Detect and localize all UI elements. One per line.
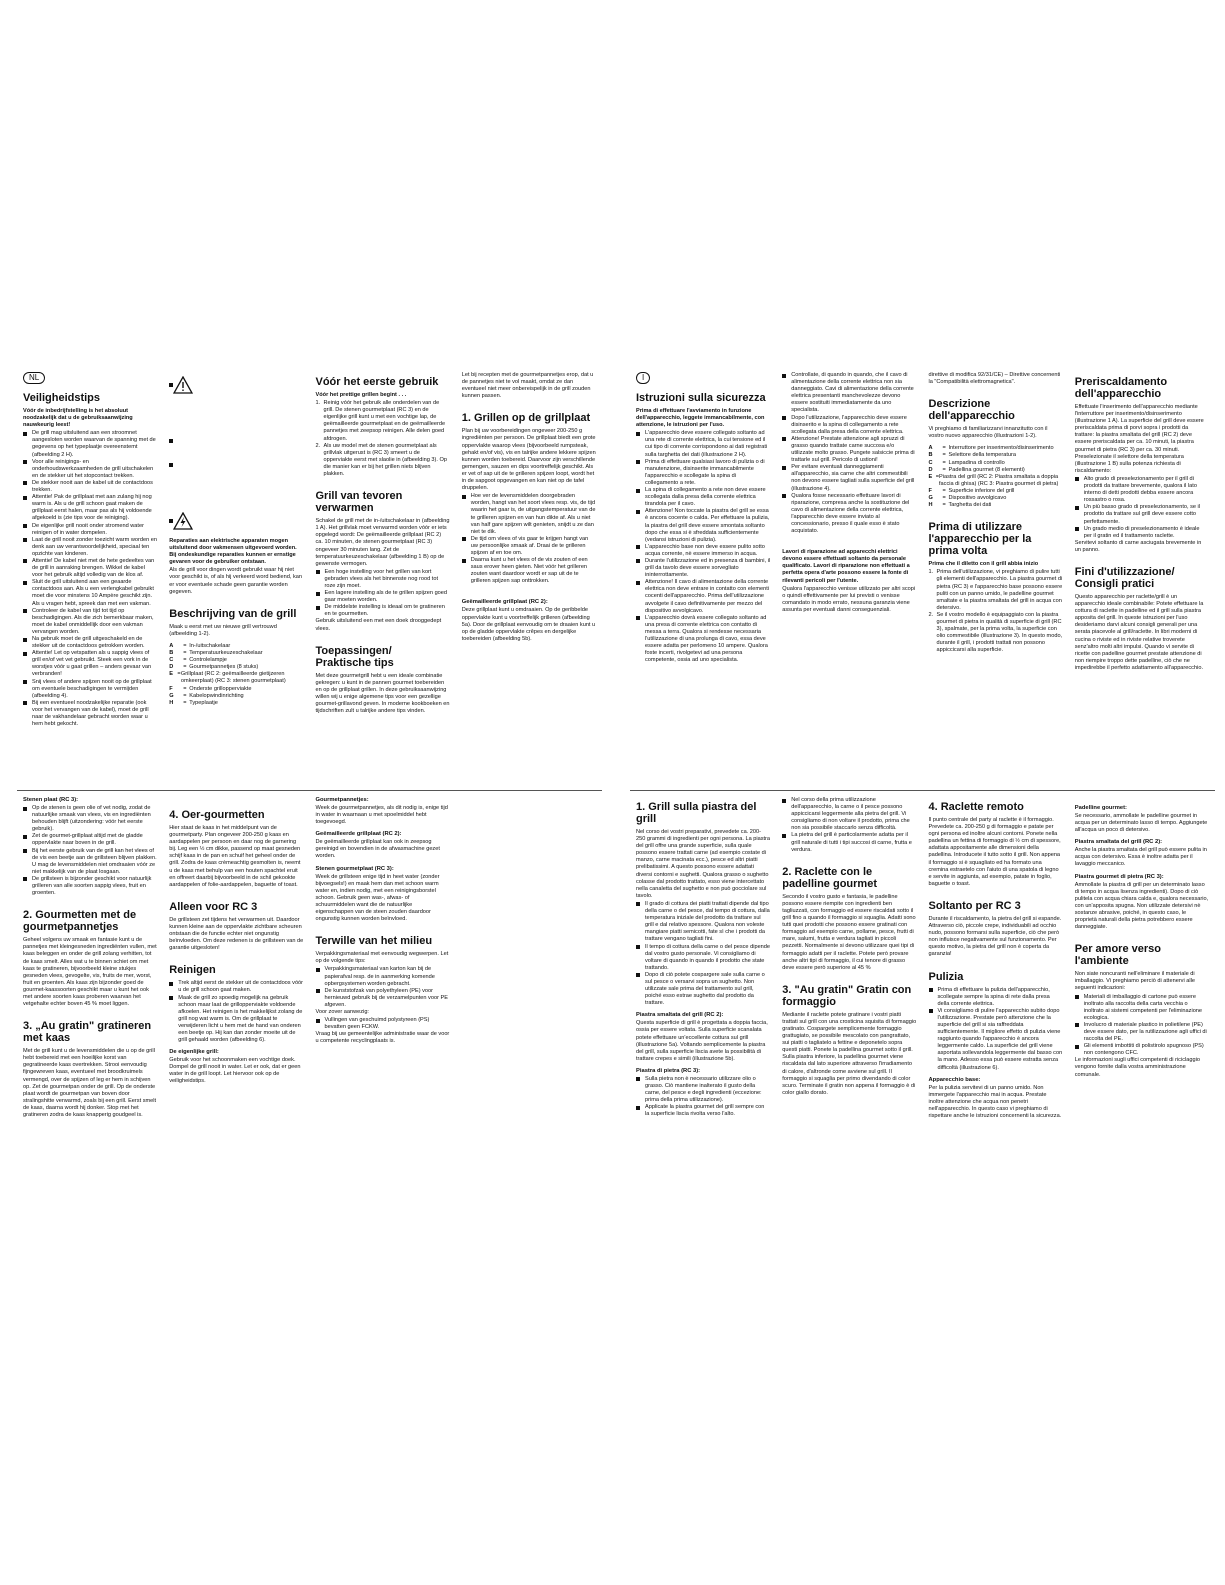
list-item: Maak de grill zo spoedig mogelijk na gebruik schoon maar laat de grillopperviakte voldoende afkoelen. Het reinigen is het makkelijkst zolang de grill nog wat warm is. Om de grillplaat te verwijderen licht u hem met de hand van onderen een beetje op. Hij kan dan zonder moeite uit de grill gehaald worden (afbeelding 6). xyxy=(169,995,303,1045)
list-item: 1. Prima dell'utilizzazione, vi preghiamo di pulire tutti gli elementi dell'apparecchio. La piastra gourmet di pietra (RC 3) e l'apparecchio base possono essere puliti con un panno umido, le padelline gourmet smaltate e la piastra smaltata del grill in acqua con detersivo. xyxy=(928,569,1063,611)
legend-row: C = Lampadina di controllo xyxy=(928,459,1005,466)
section-title: Istruzioni sulla sicurezza xyxy=(636,392,766,404)
safety-list xyxy=(23,430,157,728)
section-title: 3. „Au gratin" gratineren met kaas xyxy=(23,1020,152,1045)
stone-plate-list-cont xyxy=(782,797,916,854)
section-title: Pulizia xyxy=(928,970,964,983)
language-badge: NL xyxy=(23,372,45,384)
legend-row: E = Piastra del grill (RC 2: Piastra smaltata a doppia faccia di ghisa) (RC 3: Piastra gourmet di pietra) xyxy=(928,473,1059,487)
list-item: Na gebruik moet de grill uitgeschakeld en de stekker uit de contactdoos getrokken worden. xyxy=(23,636,157,650)
repair-lead: Lavori di riparazione ad apparecchi elettrici devono essere effettuati soltanto da personale qualificato. Lavori di riparazione non effettuati a perfetta opera d'arte possono essere la fonte di rilevanti pericoli per l'utente. xyxy=(782,549,910,584)
list-item: Verpakkingsmateriaal van karton kan bij de papierafval resp. de in aanmerking komende opbergsystemen worden gebracht. xyxy=(316,966,450,987)
env-text: Non siate noncuranti nell'eliminare il materiale di imballaggio. Vi preghiamo perciò di attenervi alle seguenti indicazioni: xyxy=(1074,971,1195,992)
list-item: L'apparecchio base non deve essere pulito sotto acqua corrente, nè essere immerso in acqua. xyxy=(636,544,770,558)
first-use-lead: Vóór het prettige grillen begint . . . xyxy=(315,392,407,398)
section-title: 1. Grillen op de grillplaat xyxy=(461,412,591,425)
nl-col-2 xyxy=(163,372,309,787)
list-item: Controllate, di quando in quando, che il cavo di alimentazione della corrente elettrica non sia danneggiato. Cavi di alimentazione della corrente elettrica presentanti manchevolezze devono essere sostituiti immediatamente da uno specialista. xyxy=(782,372,916,415)
dutch-top-band xyxy=(17,372,602,787)
legend-row: E = Grillplaat (RC 2: geëmailleerde gietijzeren omkeerplaat) (RC 3: stenen gourmetplaat) xyxy=(169,671,286,685)
pans-text: Se necessario, ammollate le padelline gourmet in acqua per un determinato lasso di tempo. Aggiungete all'acqua un poco di detersivo. xyxy=(1074,813,1208,834)
preheat-list xyxy=(1075,476,1209,540)
bullet-row xyxy=(169,454,303,476)
list-item: Attentie! Let op vetspatten als u sappig vlees of grill en/of vet vet gebruikt. Steek een vork in de worstjes vóór u gaat grillen – anders gevaar van verbranden! xyxy=(23,650,157,678)
section-title: Descrizione dell'apparecchio xyxy=(928,398,1015,423)
legend-row: F = Onderste grillopperviakte xyxy=(169,685,252,692)
subheading: Stenen plaat (RC 3): xyxy=(23,797,79,803)
parts-legend xyxy=(929,445,1063,509)
list-item: Attenzione! Non toccate la piastra del grill se essa è ancora cocente o calda. Per effettuare la pulizia, la piastra del grill deve essere smontata soltanto dopo che essa si è sfreddata sufficientemente (vedansi istruzioni di pulizia). xyxy=(636,508,770,543)
nl-col-4 xyxy=(456,372,602,787)
safety-list-cont xyxy=(782,372,916,535)
list-item: Controleer de kabel van tijd tot tijd op beschadigingen. Als die zich bemerkbaar maken, moet de kabel onmiddellijk door een vakman vervangen worden. xyxy=(23,608,157,636)
subheading: Piastra smaltata del grill (RC 2): xyxy=(1074,839,1163,846)
list-item: Prima di effettuare la pulizia dell'apparecchio, scollegate sempre la spina di rete dalla presa della corrente elettrica. xyxy=(929,987,1063,1008)
subheading: Stenen gourmetplaat (RC 3): xyxy=(315,865,394,872)
directive-text: direttive di modifica 92/31/CE) – Direttive concernenti la "Compatibilità elettromagnetica". xyxy=(928,372,1061,386)
list-item: Applicate la piastra gourmet del grill sempre con la superficie liscia rivolta verso l'alto. xyxy=(636,1104,770,1118)
email-plate-text: Questa superficie di grill è progettata a doppia faccia, ossia per essere voltata. Sulla superficie scanalata potete effettuare un'eccellente cottura sul grill (illustrazione 5a). Voltando semplicemente la piastra del grill, sulla superficie liscia avete la possibilità di trattare crepes e simili (illustrazione 5b). xyxy=(636,1020,768,1062)
list-item: Il tempo di cottura della carne o del pesce dipende dal vostro gusto personale. Vi consigliamo di voltare di quando in quando il prodotto che state trattando. xyxy=(636,944,770,972)
section-title: Reinigen xyxy=(169,964,216,977)
list-item: Vi consigliamo di pulire l'apparecchio subito dopo l'utilizzazione. Prestate però attenzione che la superficie del grill si sia raffreddata sufficientemente. Il migliore effetto di pulizia viene raggiunto quando l'apparecchio è ancora leggermente caldo. La superficie del grill viene asportata sollevandola leggermente dal basso con la mano. Adesso essa può essere estratta senza difficoltà (illustrazione 6). xyxy=(929,1008,1063,1072)
list-item: De eigenlijke grill nooit onder stromend water reinigen of in water dompelen. xyxy=(23,523,157,537)
list-item: Qualora fosse necessario effettuare lavori di riparazione, compresa anche la sostituzione del cavo di alimentazione della corrente elettrica, l'apparecchio deve essere inviato al concessionario, presso il quale esso è stato acquistato. xyxy=(782,493,916,536)
dutch-bottom-band xyxy=(17,790,602,1231)
bullet-icon xyxy=(169,439,173,443)
legend-row: B = Selettore della temperatura xyxy=(928,452,1016,459)
list-item: 1. Reinig vóór het gebruik alle onderdelen van de grill. De stenen gourmetplaat (RC 3) en de eigenlijke grill kunt u met een vochtige lap, de geëmailleerde gourmetplaat en de geëmailleerde pannetjes met zeepsop reinigen. Alle delen goed afdrogen. xyxy=(315,400,446,442)
italian-top-band xyxy=(630,372,1215,787)
legend-row: G = Dispositivo avvolgicavo xyxy=(928,495,1007,502)
list-item: La spina di collegamento a rete non deve essere scollegata dalla presa della corrente elettrica tirandola per il cavo. xyxy=(636,487,770,508)
legend-row: B = Temperatuurkeuzeschakelaar xyxy=(169,650,263,657)
legend-row: D = Gourmetpannetjes (8 stuks) xyxy=(169,664,259,671)
desc-text: Maak u eerst met uw nieuwe grill vertrouwd (afbeelding 1-2). xyxy=(169,623,277,637)
preheat-text: Schakel de grill met de in-/uitschakelaar in (afbeelding 1 A). Het grillvlak moet verwarmd worden vóór er iets opgelegd wordt: De geëmailleerde grillplaat (RC 2) ca. 10 minuten, de stenen gourmetplaat (RC 3) ongeveer 30 minuten lang. Zet de temperatuurkeuzeschakelaar (afbeelding 1 B) op de gewenste vermogen. xyxy=(315,518,450,567)
it-col-5 xyxy=(630,791,776,1231)
rc3-text: Durante il riscaldamento, la pietra del grill si espande. Attraverso ciò, piccole crepe, individuabili ad occhio nudo, possono formarsi sulla superficie, ciò che però non influisce negativamente sul funzionamento. Per questo motivo, la pietra del grill non è coperta da garanzia! xyxy=(928,915,1062,958)
list-item: Daarna kunt u het vlees of de vis zouten of een saus erover heen gieten. Niet vóór het grilleren zouten want daardoor wordt er sap uit de te grilleren spijzen sap onttrokken. xyxy=(462,557,596,585)
subheading: Piastra gourmet di pietra (RC 3): xyxy=(1074,873,1164,880)
gratin-text: Met de grill kunt u de levensmiddelen die u op de grill hebt toebereid met een hoeilijke korst van gegratineerde kaas overtrekken. Strooi eenvoudig fijngewreven kaas, eventueel met broodkruimels vermengd, over de spijzen of leg er hem in schijven op. Zet de gourmetpan onder de grill. Op de onderste plaat wordt de gourmetpan van boven door stralingshitte verwarmd, zoals bij een grill. Eerst smelt de kaas, daarna wordt hij donker. Stop met het gratineren zodra de kaas knapperig goudgeel is. xyxy=(23,1048,157,1118)
email-plate-text: Deze grillplaat kunt u omdraaien. Op de geribbelde oppervlakte kunt u voortreffelijk grilleren (afbeelding 5a). Door de grillplaat eenvoudig om te draaien kunt u op de gladde oppervlakte crêpes en dergelijke toebereiden (afbeelding 5b). xyxy=(461,607,596,642)
list-item: Un grado medio di preselezionamento è ideale per il gratin ed il trattamento raclette. xyxy=(1075,526,1209,540)
base-text: Per la pulizia servitevi di un panno umido. Non immergete l'apparecchio mai in acqua. Prestate inoltre attenzione che acqua non penetri nell'apparecchio. In questo caso vi preghiamo di rispettare anche le istruzioni concernenti la sicurezza. xyxy=(928,1084,1062,1119)
legend-row: H = Targhetta dei dati xyxy=(928,502,992,509)
list-item: Sluit de grill uitsluitend aan een geaarde contactdoos aan. Als u een verlengkabel gebruikt moet die voor minstens 10 Ampère geschikt zijn. Als u vragen hebt, spreek dan met een vakman. xyxy=(23,579,157,607)
env-after: Le informazioni sugli uffici competenti di riciclaggio vengono fornite dalla vostra amministrazione comunale. xyxy=(1074,1057,1200,1078)
bullet-row xyxy=(169,430,303,452)
stone-clean-text: Week de grillsteen enige tijd in heet water (zonder bijvoegsels!) en maak hem dan met schoon warm water en, indien nodig, met een reinigingsborstel schoon. Gebruik geen was-, afwas- of schuurmiddelen want die de natuurlijke eigenschappen van de steen zouden daardoor ongunstig kunnen worden beïnvloed. xyxy=(315,873,440,923)
list-item: Nel corso della prima utilizzazione dell'apparecchio, la carne o il pesce possono appiccicarsi leggermente alla pietra del grill. Vi consigliamo di non voltare il prodotto, prima che non sia possibile staccarlo senza difficoltà. xyxy=(782,797,916,832)
grill-text: Plan bij uw voorbereidingen ongeveer 200-250 g ingrediënten per persoon. De grillplaat biedt een grote oppervlakte waarop vlees (bijvoorbeeld rumpsteak, gehakt en/of vis), vis en talrijke andere lekkere spijzen kunnen worden toebereid. Daarvoor zijn verschillende gemengen, sauzen en dips voortreffelijk geschikt. Als er vet of sap uit de te grilleren spijzen loopt, wordt het in de sapgoot opgevangen en kan niet op de tafel druppelen. xyxy=(461,428,596,492)
it-col-6 xyxy=(776,791,922,1231)
raclette-text: Secondo il vostro gusto e fantasia, le padelline possono essere riempite con ingredienti ben tagliuzzati, con formaggio ed essere riscaldati sotto il grill fino a quando il formaggio si squaglia. Adatti sono tutti quei prodotti che possono essere gratinati con formaggio ad esempio carne, pollame, pesce, frutti di mare, salumi, frutta e verdura tagliati in piccoli pezzetti. Normalmente si devono utilizzare quei tipi di formaggio adatti per il raclette. Potete però provare anche altri tipi di formaggio, il cui tenore di grasso deve essere però superiore al 45 % xyxy=(782,893,916,971)
own-grill-text: Gebruik voor het schoonmaken een vochtige doek. Dompel de grill nooit in water. Let er ook, dat er geen water in de grill loopt. Let hiervoor ook op de veiligheidstips. xyxy=(169,1057,301,1085)
legend-row: D = Padellina gourmet (8 elementi) xyxy=(928,466,1025,473)
list-item: La pietra del grill è particolarmente adatta per il grill naturale di tutti i tipi succosi di carne, frutta e verdura. xyxy=(782,832,916,853)
clean-list xyxy=(169,980,303,1044)
section-title: Vóór het eerste gebruik xyxy=(315,376,439,388)
oer-text: Hier staat de kaas in het middelpunt van de gourmetparty. Plan ongeveer 200-250 g kaas en aardappelen per persoon en daar nog de garnering bij. Leg een ½ cm dikke, passend op maat gesneden schijf kaas in de pan en schuif het geheel onder de grill. Zodra de kaas crèmeachtig gesmolten is, neemt u de kaas met behulp van een houten spachtel eruit en offreert daarbij bijvoorbeeld in de schil gekookte aardappelen of folie-aardappelen, baguette of toast. xyxy=(169,825,301,888)
list-item: Sulla pietra non è necessario utilizzare olio o grasso. Ciò mantiene inalterato il gusto della carne, del pesce e degli ingredienti (eccezione: prima della prima utilizzazione). xyxy=(636,1076,770,1104)
section-title: 3. "Au gratin" Gratin con formaggio xyxy=(782,983,912,1008)
legend-row: G = Kabelopwindinrichting xyxy=(169,692,244,699)
safety-list xyxy=(636,430,770,664)
list-item: Gli elementi imbottiti di polistirolo spugnoso (PS) non contengono CFC. xyxy=(1075,1043,1209,1057)
email-clean-text: Anche la piastra smaltata del grill può essere pulita in acqua con detersivo. Essa è inoltre adatta per il lavaggio meccanico. xyxy=(1074,847,1207,868)
section-title: Beschrijving van de grill xyxy=(169,607,297,620)
env-text-2: Voor zover aanwezig: xyxy=(315,1008,369,1015)
list-item: Per evitare eventuali danneggiamenti all'apparecchio, sia carne che altri commestibili non devono essere tagliati sulla superficie del grill (illustrazione 4). xyxy=(782,464,916,492)
section-title: Alleen voor RC 3 xyxy=(169,900,258,913)
list-item: De middelste instelling is ideaal om te gratineren en te gourmetten. xyxy=(316,604,450,618)
first-use-steps xyxy=(929,569,1063,654)
pans-text: Week de gourmetpannetjes, als dit nodig is, enige tijd in water in waarnaan u met spoelmiddel hebt toegevoegd. xyxy=(315,805,448,826)
repair-text: Qualora l'apparecchio venisse utilizzato per altri scopi o quindi effettivamente per lui previsti o venisse comandato in modo errato, nessuna garanzia viene assunta per eventuali danni conseguenziali. xyxy=(782,585,916,613)
env-list xyxy=(1075,994,1209,1058)
list-item: Attenzione! Prestate attenzione agli spruzzi di grasso quando trattate carne succosa e/o utilizzate molto grasso. Pungete salsiccie prima di trattarle sul grill. Pericolo di ustioni! xyxy=(782,436,916,464)
stone-plate-list xyxy=(636,1076,770,1119)
end-text: Questo apparecchio per raclette/grill è un apparecchio ideale combinabile: Potete effettuare la cottura di raclette in padelline ed il grill sulla piastra apposita del grill. In queste istruzioni per l'uso desideriamo darvi alcuni consigli generali per una serata piacevole al grill/raclette. In libri moderni di cucina o riviste ed in riviste relative troverete senz'altro molti altri impulsi. Quando vi servite di ricette con padelline gourmet prestate attenzione di non riempire troppo dette padelline, ciò che ne impedirebbe il perfetto adattamento all'apparecchio. xyxy=(1074,593,1204,671)
list-item: De grillsteen is bijzonder geschikt voor natuurlijk grilleren van alle soorten sappig vlees, fruit en groenten. xyxy=(23,876,157,897)
section-title: Prima di utilizzare l'apparecchio per la prima volta xyxy=(928,521,1032,558)
italian-bottom-band xyxy=(630,790,1215,1231)
it-col-3 xyxy=(923,372,1069,787)
parts-legend xyxy=(169,643,303,707)
preheat-text: Effettuate l'inserimento dell'apparecchio mediante l'interruttore per inserimento/disinserimento (illustrazione 1 A). La superficie del grill deve essere preriscaldata prima di porvi sopra i prodotti da trattare: la piastra smaltata del grill (RC 2) deve essere preriscaldata per ca. 10 minuti, la piastra gourmet di pietra (RC 3) per ca. 30 minuti. Preselezionate il selettore della temperatura (illustrazione 1 B) sulla potenza richiesta di riscaldamento: xyxy=(1074,404,1204,474)
list-item: Snij vlees of andere spijzen nooit op de grillplaat om eventuele beschadigingen te vermijden (afbeelding 4). xyxy=(23,679,157,700)
section-title: 2. Gourmetten met de gourmetpannetjes xyxy=(23,909,137,934)
clean-list xyxy=(929,987,1063,1072)
section-title: Preriscaldamento dell'apparecchio xyxy=(1074,376,1168,400)
section-title: 1. Grill sulla piastra del grill xyxy=(636,801,757,825)
list-item: De grill mag uitsluitend aan een stroomnet aangesloten worden waarvan de spanning met de gegevens op het typeplaatje overeenstemt (afbeelding 2 H). xyxy=(23,430,157,458)
section-title: 4. Raclette remoto xyxy=(928,801,1024,813)
gourmet-text: Geheel volgens uw smaak en fantasie kunt u de pannetjes met kleingesneden ingrediënten vullen, met kaas beleggen en onder de grill zolang verhitten, tot de kaas smelt. Alles wat u te binnen schiet om met kaas te gratineren, bijvoorbeeld kleine stukjes gesneden vlees, gevogelte, vis, fruits de mer, worst, fruit en groenten. Als kaas zijn bijzonder goed de gourmet-kaassoorten geschikt maar u kunt het ook met andere soorten kaas proberen waarvan het vetgehalte echter boven 45 % moet liggen. xyxy=(23,937,157,1008)
list-item: Zet de gourmet-grillplaat altijd met de gladde oppervlakte naar boven in de grill. xyxy=(23,833,157,847)
list-item: Attenzione! Il cavo di alimentazione della corrente elettrica non deve entrare in contatto con elementi cocenti dell'apparecchio. Prima dell'utilizzazione avvolgete il cavo definitivamente per mezzo del dispositivo avvolgicavo. xyxy=(636,579,770,614)
grill-list xyxy=(462,493,596,585)
list-item: Il grado di cottura dei piatti trattati dipende dal tipo della carne o del pesce, dal tempo di cottura, dalla temperatura iniziale del prodotto da trattare sul grill e dal relativo spessore. Qualora non voleste mangiare piatti semicotti, fate sì che i prodotti da trattare vengano tagliati fini. xyxy=(636,901,770,944)
bullet-icon xyxy=(169,463,173,467)
list-item: L'apparecchio dovrà essere collegato soltanto ad una presa di corrente elettrica con contatto di messa a terra. Qualora si rendesse necessaria l'utilizzazione di una prolunga di cavo, essa deve essere adatta per perlomeno 10 ampere. Qualora foste incerti, rivolgetevi ad una persona competente, ossia ad uno specialista. xyxy=(636,615,770,665)
env-list-2 xyxy=(316,1017,450,1031)
section-title: Soltanto per RC 3 xyxy=(928,899,1021,912)
list-item: Un più basso grado di preselezionamento, se il prodotto da trattare sul grill deve essere cotto perfettamente. xyxy=(1075,504,1209,525)
list-item: Attentie! Pak de grillplaat met aan zulang hij nog warm is. Als u de grill schoon gaat maken de grillplaat eerst halen, maar pas als hij voldoende afgekoeld is (zie tips voor de reiniging). xyxy=(23,494,157,522)
it-col-1 xyxy=(630,372,776,787)
electric-warning-row xyxy=(169,510,303,532)
list-item: Hoe ver de levensmiddelen doorgebraden worden, hangt van het soort vlees resp. vis, de tijd waarin het gaar is, de uitgangstemperatuur van de te grilleren spijzen en van hun dikte af. Als u niet van half gare spijzen wilt genieten, snijdt u ze dan niet te dik. xyxy=(462,493,596,536)
repair-lead: Reparaties aan elektrische apparaten mogen uitsluitend door vakmensen uitgevoerd worden. Bij ondeskundige reparaties kunnen er ernstige gevaren voor de gebruiker ontstaan. xyxy=(169,538,297,566)
legend-row: H = Typeplaatje xyxy=(169,699,218,706)
legend-row: A = Interruttore per inserimento/disinserimento xyxy=(928,445,1054,452)
email-clean-text: De geëmailleerde grillplaat kan ook in zeepsog gereinigd en bovendien in de afwasmachine gezet worden. xyxy=(315,839,440,860)
subheading: Piastra smaltata del grill (RC 2): xyxy=(636,1012,724,1019)
section-title: Veiligheidstips xyxy=(23,392,101,404)
subheading: Piastra di pietra (RC 3): xyxy=(636,1067,701,1074)
preheat-after: Gebruik uitsluitend een met een doek drooggedept vlees. xyxy=(315,618,442,632)
tips-text: Met deze gourmetgrill hebt u een ideale combinatie gekregen: u kunt in de pannen gourmet toebereiden en op de grillplaat grillen. In deze gebruiksaanwijzing willen wij u enige algemene tips voor een gezellige gourmet-grillavond geven. In moderne kookboeken en tijdschriften zult u talrijke andere tips vinden. xyxy=(315,672,450,715)
list-item: De kunststofzak van polyethyleen (PE) voor hernieuwd gebruik bij de verzamelpunten voor PE afgeven. xyxy=(316,988,450,1009)
section-title: 4. Oer-gourmetten xyxy=(169,809,265,821)
subheading: Padelline gourmet: xyxy=(1074,805,1127,811)
page-dutch xyxy=(0,0,612,1585)
list-item: Durante l'utilizzazione ed in presenza di bambini, il grill da tavolo deve essere sorvegliato ininterrottamente. xyxy=(636,558,770,579)
desc-text: Vi preghiamo di familiarizzarvi innanzitutto con il vostro nuovo apparecchio (illustrazioni 1-2). xyxy=(928,426,1048,440)
env-after: Vraag bij uw gemeentelijke administratie waar de voor u competente recyclingplaats is. xyxy=(315,1031,450,1045)
nl-col-7 xyxy=(310,791,456,1231)
preheat-after: Servitevi soltanto di carne asciugata brevemente in un panno. xyxy=(1074,539,1202,553)
nl-col-1 xyxy=(17,372,163,787)
section-title: Toepassingen/ Praktische tips xyxy=(315,644,394,669)
gratin-text: Mediante il raclette potete gratinare i vostri piatti trattati sul grill con una crosticina squisita di formaggio gratinato. Cospargete semplicemente formaggio grattugiato, se possibile mescolato con pangrattato, sui piatti o tagliatelo a fettine e deponetelo sopra questi piatti. Ponete la padellina gourmet sotto il grill. Sulla piastra inferiore, la padellina gourmet viene riscaldata dal lato superiore attraverso l'irradiamento di calore, d'altronde come avviene sul grill. Il formaggio si squaglia per primo divendando di color scuro. Terminate il gratin non appena il formaggio è di color giallo dorato. xyxy=(782,1011,917,1096)
list-item: Laat de grill nooit zonder toezicht warm worden en denk aan uw verantwoordelijkheid, speciaal ten opzichte van kinderen. xyxy=(23,537,157,558)
list-item: Vullingen van geschuimd polystyreen (PS) bevatten geen FCKW. xyxy=(316,1017,450,1031)
electric-warning-icon xyxy=(173,512,193,530)
subheading: Geëmailleerde grillplaat (RC 2): xyxy=(461,599,548,606)
section-title: Terwille van het milieu xyxy=(315,935,433,948)
list-item: Voor alle reinigings- en onderhoudswerkzaamheden de grill uitschakelen en de stekker uit het stopcontact trekken. xyxy=(23,459,157,480)
list-item: Trek altijd eerst de stekker uit de contactdoos vóór u de grill schoon gaat maken. xyxy=(169,980,303,994)
safety-lead: Prima di effettuare l'avviamento in funzione dell'apparecchio, leggete immancabilmente, con attenzione, le istruzioni per l'uso. xyxy=(636,408,765,429)
list-item: De stekker nooit aan de kabel uit de contactdoos trekken. xyxy=(23,480,157,494)
stone-plate-list xyxy=(23,805,157,897)
subheading: Apparecchio base: xyxy=(928,1076,981,1083)
list-item: Materiali di imballaggio di cartone può essere inoltrato alla raccolta della carta vecchia o inoltrato ai sistemi competenti per l'eliminazione ecologica. xyxy=(1075,994,1209,1022)
it-col-4 xyxy=(1069,372,1215,787)
list-item: 2. Se il vostro modello è equipaggiato con la piastra gourmet di pietra in qualità di superficie di grill (RC 3), spalmate, per la prima volta, la superficie con olio commestibile (illustrazione 3). In questo modo, durante il grill, i prodotti trattati non possono appiccicarsi alla superficie. xyxy=(928,611,1063,654)
list-item: 2. Als uw model met de stenen gourmetplaat als grillvlak uitgerust is (RC 3) smeert u de opperviakte eerst met slaolie in (afbeelding 3). Op die manier kan er bij het grillen niets blijven plakken. xyxy=(315,442,447,478)
first-use-steps xyxy=(316,400,450,478)
it-col-2 xyxy=(776,372,922,787)
list-item: Een hoge instelling voor het grillen van kort gebraden vlees als het binnenste nog rood tot roze zijn moet. xyxy=(316,569,450,590)
raclette4-text: Il punto centrale del party al raclette è il formaggio. Prevedete ca. 200-250 g di formaggio e patate per ogni persona ed inoltre alcuni contorni. Ponete nella padellina un fettina di formaggio di ½ cm di spessore, adattata appositamente alle dimensioni della padellina. Introducete il tutto sotto il grill. Non appena il formaggio si è squagliato ed ha formato una cremina estraetelo con l'aiuto di una spatola di legno e servite in aggiunta, ad esempio, patate in foglio, baguette o toast. xyxy=(928,817,1061,887)
legend-row: C = Controlelampje xyxy=(169,657,227,664)
it-col-8 xyxy=(1069,791,1215,1231)
env-list xyxy=(316,966,450,1009)
repair-text: Als de grill voor dingen wordt gebruikt waar hij niet voor geschikt is, of als hij verkeerd word bediend, kan er voor eventuele schade geen garantie worden gegeven. xyxy=(169,567,303,595)
section-title: Fini d'utilizzazione/ Consigli pratici xyxy=(1074,565,1175,590)
warning-triangle-icon xyxy=(173,376,193,394)
subheading: Gourmetpannetjes: xyxy=(315,797,369,803)
grill-list xyxy=(636,901,770,1007)
list-item: Bij het eerste gebruik van de grill kan het vlees of de vis een beetje aan de grillsteen blijven plakken. U mag de levensmiddelen niet omdraaien vóór ze niet makkelijk van de plaat losgaan. xyxy=(23,848,157,876)
section-title: Per amore verso l'ambiente xyxy=(1074,943,1161,968)
subheading: De eigenlijke grill: xyxy=(169,1049,219,1056)
list-item: Op de stenen is geen olie of vet nodig, zodat de natuurlijke smaak van vlees, vis en ingrediënten behouden blijft (uitzondering: vóór het eerste gebruik). xyxy=(23,805,157,833)
safety-lead: Vóór de inbedrijfstelling is het absoluut noodzakelijk dat u de gebruiksaanwijzing nauwkeurig leest! xyxy=(23,408,133,429)
nl-col-8 xyxy=(456,791,602,1231)
warning-row xyxy=(169,374,303,396)
it-col-7 xyxy=(923,791,1069,1231)
legend-row: F = Superficie inferiore del grill xyxy=(928,487,1015,494)
list-item: Attentie! De kabel niet met de hete gedeeltes van de grill in aanraking brengen. Wikkel de kabel voor het gebruik altijd volledig van de klos af. xyxy=(23,558,157,579)
list-item: Een lagere instelling als de te grillen spijzen goed gaar moeten worden. xyxy=(316,590,450,604)
first-use-lead: Prima che il diletto con il grill abbia inizio xyxy=(928,561,1039,568)
list-item: Dopo l'utilizzazione, l'apparecchio deve essere disinserito e la spina di collegamento a rete scollegata dalla presa della corrente elettrica. xyxy=(782,415,916,436)
list-item: L'apparecchio deve essere collegato soltanto ad una rete di corrente elettrica, la cui tensione ed il cui tipo di corrente corrispondono ai dati registrati sulla targhetta dei dati (illustrazione 2 H). xyxy=(636,430,770,458)
legend-row: A = In-/uitschakelaar xyxy=(169,642,231,649)
section-title: Grill van tevoren verwarmen xyxy=(315,490,403,515)
nl-col-5 xyxy=(17,791,163,1231)
rc3-text: De grillsteen zet tijdens het verwarmen uit. Daardoor kunnen kleine aan de oppervlakte zichtbare scheuren ontstaan die de functie echter niet ongunstig beïnvloeden. Om deze redenen is de grillsteen van de garantie uitgesloten! xyxy=(169,916,304,952)
subheading: Geëmailleerde grillplaat (RC 2): xyxy=(315,831,402,838)
preheat-list xyxy=(316,569,450,619)
stone-clean-text: Ammollate la piastra di grill per un determinato lasso di tempo in acqua lisenza ingredienti). Dopo di ciò pulitela con acqua chiara calda e, qualora necessario, con un'apposita spugna. Non utilizzate detersivi nè sostanze abrasive, poiché, in questo caso, le proprietà naturali della pietra potrebbero essere danneggiate. xyxy=(1074,881,1209,931)
list-item: Prima di effettuare qualsiasi lavoro di pulizia o di manutenzione, disinserite immancabilmente l'apparecchio e scollegate la spina di collegamento a rete. xyxy=(636,459,770,487)
tips-text-2: Let bij recepten met de gourmetpannetjes erop, dat u de pannetjes niet te vol maakt, omdat ze dan eventueel niet meer onbereispelijk in de grill zouden kunnen passen. xyxy=(461,372,594,400)
list-item: Involucro di materiale plastico in polietilene (PE) deve essere dato, per la rutilizzazione agli uffici di raccolta del PE. xyxy=(1075,1022,1209,1043)
list-item: Bij een eventueel noodzakelijke reparatie (ook voor het vervangen van de kabel), moet de grill naar de vakhandelaar gebracht worden waar u hem hebt gekocht. xyxy=(23,700,157,728)
list-item: Dopo di ciò potete cospargere sale sulla carne o sul pesce o versarvi sopra un sughetto. Non utilizzate sale prima del trattamento sul grill, poiché esso estrae sughetto dal prodotto da trattare. xyxy=(636,972,770,1007)
language-badge: I xyxy=(636,372,650,384)
nl-col-3 xyxy=(310,372,456,787)
page-italian xyxy=(613,0,1225,1585)
section-title: 2. Raclette con le padelline gourmet xyxy=(782,865,877,890)
env-text: Verpakkingsmateriaal met eenvoudig wegwerpen. Let op de volgende tips: xyxy=(315,951,449,965)
nl-col-6 xyxy=(163,791,309,1231)
list-item: Alto grado di preselezionamento per il grill di prodotti da trattare brevemente, qualora il lato interno di detti prodotti debba essere ancora rossastro o rosa. xyxy=(1075,476,1209,504)
grill-text: Nel corso dei vostri preparativi, prevedete ca. 200-250 grammi di ingredienti per ogni persona. La piastra del grill offre una grande superficie, sulla quale possono essere trattati carne (ad esempio costate di manzo, carne macinata ecc.), pesce ed altri piatti prelibatissimi. A questo possono essere adattati diversi contorni e sughetti. Qualora grasso o sughetto colasse dal prodotto trattato, esso viene intercettato nella canaletta del sughetto e non può gocciolare sul tavolo. xyxy=(636,829,771,899)
list-item: De tijd om vlees of vis gaar te krijgen hangt van uw persoonlijke smaak af. Draai de te grilleren spijzen af en toe om. xyxy=(462,536,596,557)
